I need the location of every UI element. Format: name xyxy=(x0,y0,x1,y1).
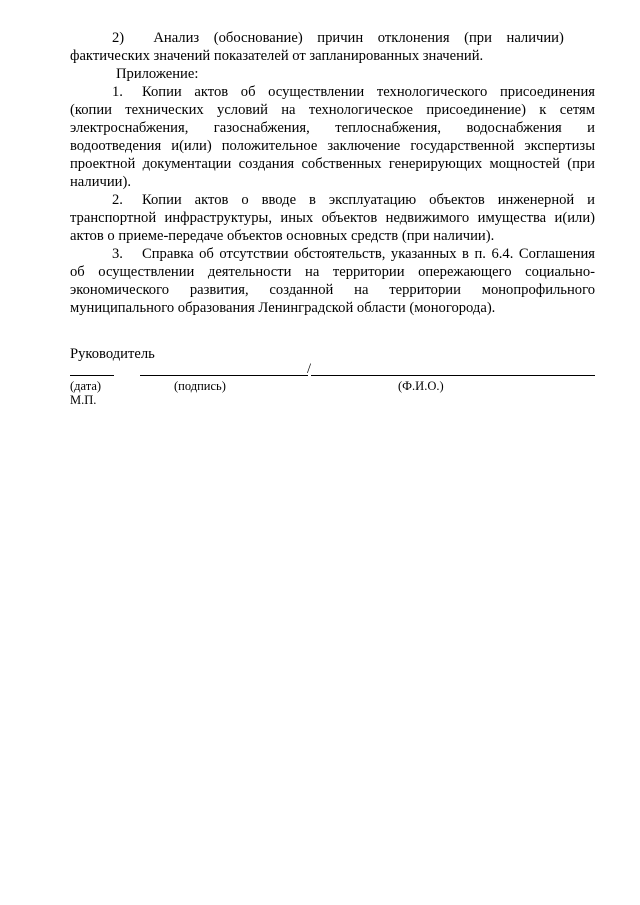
appendix-item-number: 3. xyxy=(112,246,123,262)
appendix-item-3 xyxy=(70,245,595,317)
appendix-item-2 xyxy=(70,191,595,245)
signature-line xyxy=(140,375,308,376)
sign-caption: (подпись) xyxy=(174,379,226,393)
signer-role: Руководитель xyxy=(70,346,155,362)
paragraph-analysis: 2) Анализ (обоснование) причин отклонения (при наличии) фактических значений показателей от запланированных значений. xyxy=(70,30,564,64)
date-caption: (дата) xyxy=(70,379,102,393)
appendix-item-number: 2. xyxy=(112,192,123,208)
appendix-item-text: Справка об отсутствии обстоятельств, указанных в п. 6.4. Соглашения об осуществлении деятельности на территории опережающего социально-экономического развития, созданной на территории монопрофильного муниципального образования Ленинградской области (моногорода). xyxy=(70,246,595,316)
document-page xyxy=(70,29,595,407)
appendix-item-text: Копии актов об осуществлении технологического присоединения (копии технических условий на технологическое присоединение) к сетям электроснабжения, газоснабжения, теплоснабжения, водоснабжения и водоотведения и(или) положительное заключение государственной экспертизы проектной документации создания собственных генерирующих мощностей (при наличии). xyxy=(70,84,595,190)
appendix-item-text: Копии актов о вводе в эксплуатацию объектов инженерной и транспортной инфраструктуры, иных объектов недвижимого имущества и(или) актов о приеме-передаче объектов основных средств (при наличии). xyxy=(70,192,595,244)
signature-lines xyxy=(70,363,595,379)
full-name-line xyxy=(311,375,595,376)
signature-slash: / xyxy=(307,361,312,377)
full-name-caption: (Ф.И.О.) xyxy=(398,379,444,393)
stamp-place: М.П. xyxy=(70,393,97,407)
date-line xyxy=(70,375,114,376)
appendix-title: Приложение: xyxy=(116,66,199,82)
appendix-item-number: 1. xyxy=(112,84,123,100)
signature-captions xyxy=(70,379,595,393)
appendix-item-1 xyxy=(70,83,595,191)
